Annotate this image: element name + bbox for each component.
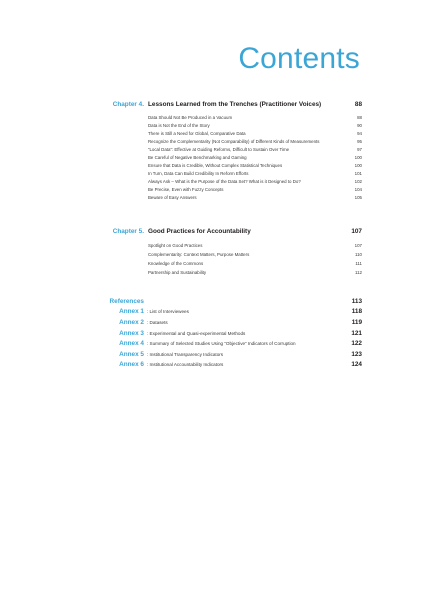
annex-label: Annex 6 — [119, 361, 144, 368]
entry-title: “Local Data”: Effective at Guiding Reforms, Difficult to Sustain Over Time — [148, 147, 290, 152]
annex-page-number: 118 — [351, 308, 362, 315]
entry-title: Data is Not the End of the Story — [148, 123, 210, 128]
entry-title: Be Careful of Negative Benchmarking and Gaming — [148, 155, 247, 160]
chapter-page-number: 107 — [351, 228, 362, 235]
entry-page-number: 102 — [354, 179, 362, 184]
annex-label: Annex 1 — [119, 308, 144, 315]
chapter-title: Good Practices for Accountability — [148, 228, 251, 235]
entry-page-number: 94 — [357, 131, 362, 136]
entry-title: Always Ask – What is the Purpose of the Data Set? What is it Designed to Do? — [148, 179, 301, 184]
entry-page-number: 107 — [354, 243, 362, 248]
entry-page-number: 88 — [357, 115, 362, 120]
entry-page-number: 111 — [355, 261, 362, 266]
entry-page-number: 104 — [354, 187, 362, 192]
chapter-label: Chapter 4. — [112, 101, 144, 108]
annex-title: : Datasets — [147, 320, 168, 325]
entry-page-number: 105 — [354, 195, 362, 200]
annex-label: Annex 4 — [119, 340, 144, 347]
entry-title: In Turn, Data Can Build Credibility In Reform Efforts — [148, 171, 249, 176]
entry-page-number: 90 — [357, 123, 362, 128]
entry-page-number: 100 — [354, 155, 362, 160]
entry-title: Partnership and Sustainability — [148, 270, 207, 275]
annex-page-number: 121 — [351, 330, 362, 337]
chapter-label: Chapter 5. — [112, 228, 144, 235]
entry-page-number: 97 — [357, 147, 362, 152]
entry-title: Knowledge of the Commons — [148, 261, 204, 266]
annex-label: Annex 5 — [119, 351, 144, 358]
entry-page-number: 112 — [355, 270, 362, 275]
chapter-page-number: 88 — [354, 101, 362, 108]
annex-title: : List of Interviewees — [147, 309, 189, 314]
references-page-number: 113 — [351, 298, 362, 305]
chapter-title: Lessons Learned from the Trenches (Practitioner Voices) — [148, 101, 322, 108]
entry-page-number: 95 — [357, 139, 362, 144]
entry-title: Complementarity: Context Matters, Purpose Matters — [148, 252, 250, 257]
annex-label: Annex 2 — [119, 319, 144, 326]
annex-label: Annex 3 — [119, 330, 144, 337]
entry-page-number: 101 — [354, 171, 362, 176]
entry-title: There is Still a Need for Global, Comparative Data — [148, 131, 246, 136]
references-label: References — [109, 298, 144, 305]
annex-page-number: 119 — [351, 319, 362, 326]
annex-page-number: 124 — [351, 361, 362, 368]
entry-title: Beware of Easy Answers — [148, 195, 197, 200]
entry-title: Be Precise, Even with Fuzzy Concepts — [148, 187, 224, 192]
entry-title: Data Should Not Be Produced in a Vacuum — [148, 115, 233, 120]
entry-page-number: 100 — [354, 163, 362, 168]
annex-title: : Experimental and Quasi-experimental Methods — [147, 331, 246, 336]
entry-title: Spotlight on Good Practices — [148, 243, 203, 248]
annex-title: : Institutional Transparency Indicators — [147, 352, 224, 357]
annex-page-number: 123 — [351, 351, 362, 358]
page-title: Contents — [238, 42, 360, 75]
entry-title: Ensure that Data is Credible, Without Complex Statistical Techniques — [148, 163, 283, 168]
entry-page-number: 110 — [355, 252, 362, 257]
annex-page-number: 122 — [351, 340, 362, 347]
annex-title: : Summary of Selected Studies Using “Objective” Indicators of Corruption — [147, 341, 296, 346]
annex-title: : Institutional Accountability Indicators — [147, 362, 224, 367]
entry-title: Recognize the Complementarity (Not Comparability) of Different Kinds of Measurements — [148, 139, 320, 144]
